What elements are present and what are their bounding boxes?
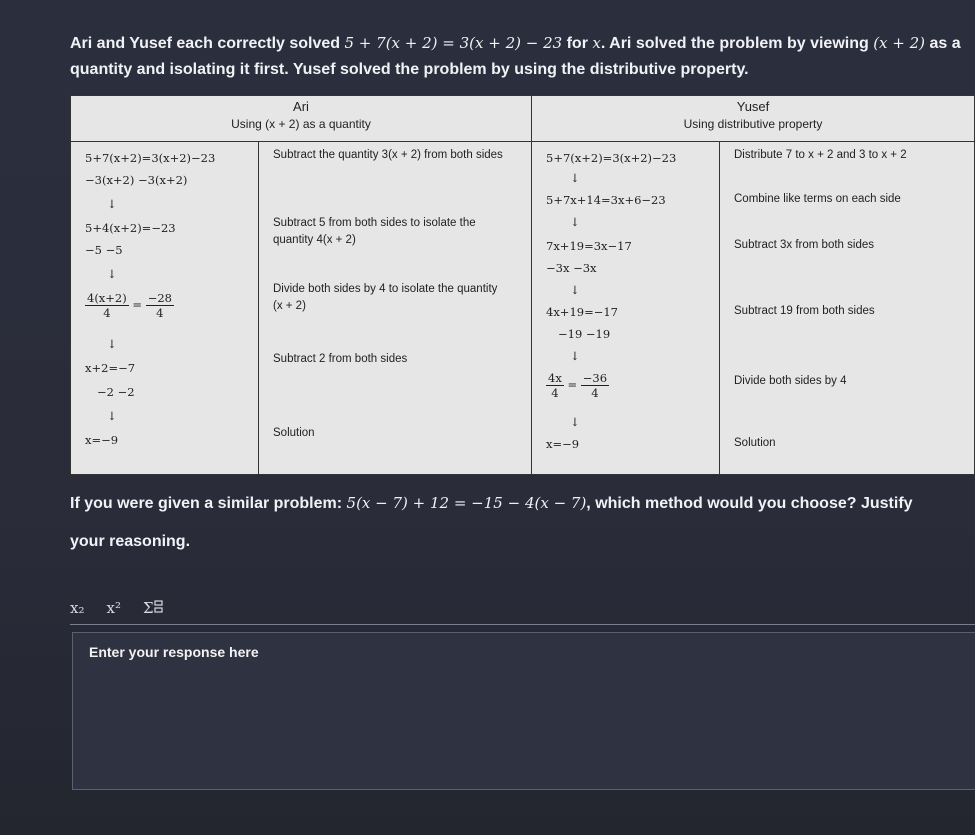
yusef-step: Combine like terms on each side [734, 193, 901, 205]
question-text-2: , which method would you choose? Justify your reasoning. [70, 495, 913, 550]
response-textarea[interactable] [72, 632, 975, 790]
question-text-1: If you were given a similar problem: [70, 495, 347, 512]
prompt-equation: 5 + 7(x + 2) = 3(x + 2) − 23 [344, 34, 563, 52]
ari-line: x=−9 [85, 433, 119, 447]
fraction-numerator: −36 [582, 371, 608, 385]
ari-line: −2 −2 [97, 385, 135, 399]
prompt-text-1: Ari and Yusef each correctly solved [70, 35, 345, 52]
ari-name: Ari [293, 99, 309, 114]
prompt-quantity: (x + 2) [873, 34, 926, 52]
editor-toolbar [70, 592, 975, 625]
yusef-work-cell [532, 142, 720, 475]
fraction-numerator: 4(x+2) [87, 291, 127, 305]
symbol-grid-icon [154, 600, 163, 613]
superscript-button[interactable]: x² [106, 599, 121, 617]
ari-arrow: ↓ [107, 337, 117, 351]
ari-step: Solution [273, 427, 315, 439]
yusef-arrow: ↓ [570, 215, 580, 229]
yusef-subtitle: Using distributive property [683, 117, 823, 131]
question-text [70, 484, 950, 561]
ari-arrow: ↓ [107, 197, 117, 211]
solutions-table [70, 95, 975, 475]
ari-line: −3(x+2) −3(x+2) [85, 173, 188, 187]
yusef-arrow: ↓ [570, 415, 580, 429]
fraction-denominator: 4 [156, 306, 164, 320]
ari-line: −5 −5 [85, 243, 123, 257]
yusef-header [532, 96, 975, 142]
ari-arrow: ↓ [107, 409, 117, 423]
yusef-step: Subtract 19 from both sides [734, 305, 875, 317]
ari-steps-cell [259, 142, 532, 475]
yusef-line: 7x+19=3x−17 [546, 239, 632, 253]
ari-step: Subtract 5 from both sides to isolate the quantity 4(x + 2) [273, 217, 476, 246]
yusef-line: 5+7(x+2)=3(x+2)−23 [546, 151, 677, 165]
symbols-button[interactable] [143, 599, 163, 617]
yusef-line: −3x −3x [546, 261, 597, 275]
yusef-steps-cell [720, 142, 975, 475]
sigma-icon: Σ [142, 599, 154, 617]
ari-line: x+2=−7 [85, 361, 136, 375]
ari-step: Subtract the quantity 3(x + 2) from both sides [273, 149, 503, 161]
yusef-line: 4x+19=−17 [546, 305, 618, 319]
yusef-arrow: ↓ [570, 283, 580, 297]
ari-work-cell [71, 142, 259, 475]
yusef-fraction-line: $\frac{4x}{4}$ = $\frac{-36}{4}$ [548, 371, 608, 400]
prompt-text-3: . Ari solved the problem by viewing [600, 35, 874, 52]
fraction-numerator: −28 [147, 291, 172, 305]
fraction-numerator: 4x [548, 371, 562, 385]
ari-step: Subtract 2 from both sides [273, 353, 408, 365]
ari-line: 5+7(x+2)=3(x+2)−23 [85, 151, 216, 165]
subscript-button[interactable]: x₂ [70, 599, 85, 617]
yusef-step: Divide both sides by 4 [734, 375, 847, 387]
prompt-text-4: as a quantity and isolating it first. Yusef solved the problem by using the distributive property. [70, 35, 961, 78]
ari-arrow: ↓ [107, 267, 117, 281]
yusef-step: Distribute 7 to x + 2 and 3 to x + 2 [734, 149, 907, 161]
ari-step: Divide both sides by 4 to isolate the quantity (x + 2) [273, 283, 498, 312]
yusef-arrow: ↓ [570, 171, 580, 185]
question-equation: 5(x − 7) + 12 = −15 − 4(x − 7) [346, 494, 587, 512]
fraction-denominator: 4 [591, 386, 599, 400]
yusef-arrow: ↓ [570, 349, 580, 363]
fraction-denominator: 4 [551, 386, 559, 400]
fraction-denominator: 4 [103, 306, 111, 320]
ari-line: 5+4(x+2)=−23 [85, 221, 176, 235]
ari-fraction-line: $\frac{4(x+2)}{4}$ = $\frac{-28}{4}$ [87, 291, 172, 320]
yusef-step: Subtract 3x from both sides [734, 239, 874, 251]
problem-prompt [70, 30, 965, 83]
ari-subtitle: Using (x + 2) as a quantity [231, 117, 371, 131]
yusef-step: Solution [734, 437, 776, 449]
prompt-text-2: for [562, 35, 593, 52]
yusef-line: x=−9 [546, 437, 580, 451]
response-placeholder: Enter your response here [89, 644, 259, 660]
yusef-line: −19 −19 [558, 327, 611, 341]
yusef-line: 5+7x+14=3x+6−23 [546, 193, 666, 207]
prompt-variable: x [592, 34, 601, 52]
yusef-name: Yusef [736, 99, 770, 114]
ari-header [71, 96, 532, 142]
